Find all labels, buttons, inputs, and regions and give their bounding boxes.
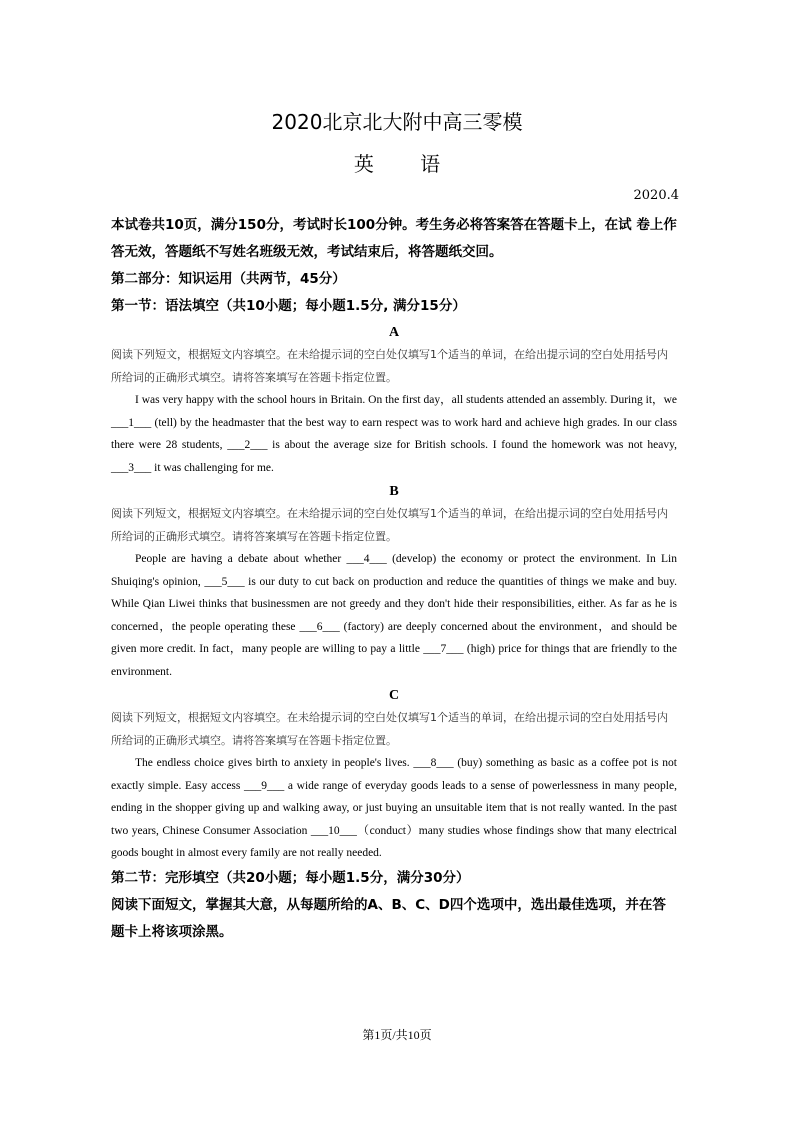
exam-subject: 英 语 xyxy=(353,152,441,176)
passage-text: I was very happy with the school hours in Britain. On the first day，all students attended an assembly. During it，we ___1___ (tell) by the headmaster that the best way to earn respect was to work hard and achieve high grades. In our class there were 28 students, ___2___ is about the average size for British schools. I found the homework was not heavy, ___3___ it was challenging for me. xyxy=(111,394,677,474)
passage-letter: C xyxy=(388,688,400,703)
exam-content xyxy=(111,212,677,946)
passage-instruction: 阅读下列短文，根据短文内容填空。在未给提示词的空白处仅填写1个适当的单词，在给出提示词的空白处用括号内所给词的正确形式填空。请将答案填写在答题卡指定位置。 xyxy=(111,507,668,543)
section1-heading: 第一节：语法填空（共10小题；每小题1.5分, 满分15分） xyxy=(111,298,466,314)
passage-a xyxy=(111,322,677,479)
passage-letter: A xyxy=(388,325,400,340)
part2-heading: 第二部分：知识运用（共两节，45分） xyxy=(111,271,346,287)
passage-c xyxy=(111,685,677,865)
exam-intro: 本试卷共10页，满分150分，考试时长100分钟。考生务必将答案答在答题卡上，在试 卷上作答无效，答题纸不写姓名班级无效，考试结束后，将答题纸交回。 xyxy=(111,217,677,260)
passage-letter: B xyxy=(389,484,399,499)
passage-b xyxy=(111,481,677,683)
section2-instruction: 阅读下面短文，掌握其大意，从每题所给的A、B、C、D四个选项中，选出最佳选项，并在答题卡上将该项涂黑。 xyxy=(111,896,666,940)
passage-text: People are having a debate about whether ___4___ (develop) the economy or protect the environment. In Lin Shuiqing's opinion, ___5___ is our duty to cut back on production and reduce the quantities of things we make and buy. While Qian Liwei thinks that businessmen are not greedy and they don't hide their responsibilities, either. As far as he is concerned，the people operating these ___6___ (factory) are deeply concerned about the environment，and should be given more credit. In fact，many people are willing to pay a little ___7___ (high) price for things that are friendly to the environment. xyxy=(111,553,677,678)
exam-title: 2020北京北大附中高三零模 xyxy=(271,110,523,134)
passage-text: The endless choice gives birth to anxiety in people's lives. ___8___ (buy) something as basic as a coffee pot is not exactly simple. Easy access ___9___ a wide range of everyday goods leads to a sense of powerlessness in many people, ending in the shopper giving up and walking away, or just buying an unsuitable item that is not really wanted. In the past two years, Chinese Consumer Association ___10___（conduct）many studies whose findings show that many electrical goods bought in almost every family are not really needed. xyxy=(111,757,677,859)
section2-heading: 第二节：完形填空（共20小题；每小题1.5分，满分30分） xyxy=(111,869,470,886)
passage-instruction: 阅读下列短文，根据短文内容填空。在未给提示词的空白处仅填写1个适当的单词，在给出提示词的空白处用括号内所给词的正确形式填空。请将答案填写在答题卡指定位置。 xyxy=(111,348,668,384)
exam-date: 2020.4 xyxy=(633,188,679,203)
page-footer: 第1页/共10页 xyxy=(362,1028,432,1042)
passage-instruction: 阅读下列短文，根据短文内容填空。在未给提示词的空白处仅填写1个适当的单词，在给出提示词的空白处用括号内所给词的正确形式填空。请将答案填写在答题卡指定位置。 xyxy=(111,711,668,747)
